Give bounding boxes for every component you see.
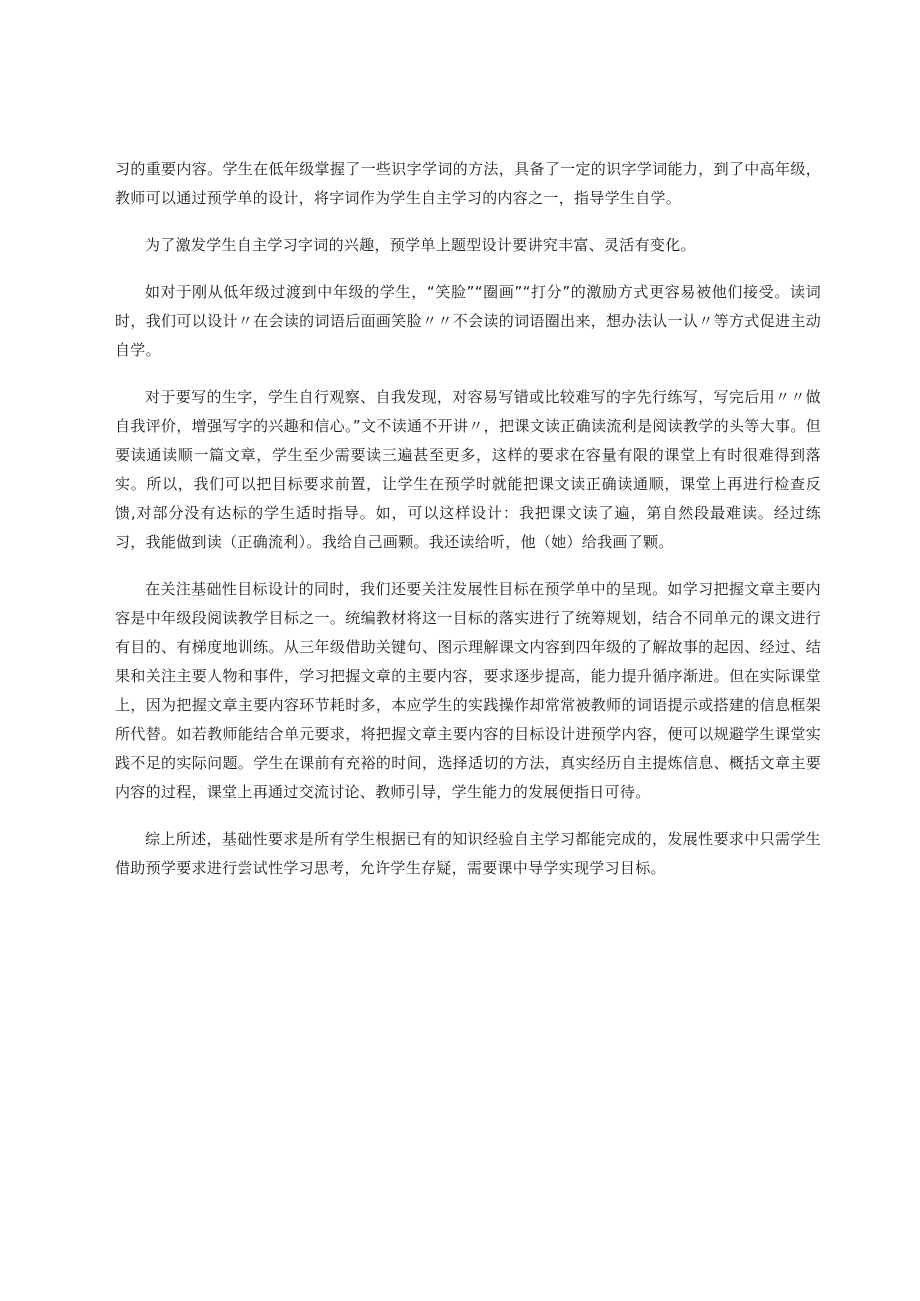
- paragraph-3: 如对于刚从低年级过渡到中年级的学生，“笑脸”“圈画”“打分”的激励方式更容易被他们接受。读词时，我们可以设计〃在会读的词语后面画笑脸〃〃不会读的词语圈出来，想办法认一认〃等方式促进主动自学。: [115, 283, 821, 359]
- document-body: [115, 155, 821, 883]
- paragraph-4: 对于要写的生字，学生自行观察、自我发现，对容易写错或比较难写的字先行练写，写完后用〃〃做自我评价，增强写字的兴趣和信心。”文不读通不开讲〃，把课文读正确读流利是阅读教学的头等大事。但要读通读顺一篇文章，学生至少需要读三遍甚至更多，这样的要求在容量有限的课堂上有时很难得到落实。所以，我们可以把目标要求前置，让学生在预学时就能把课文读正确读通顺，课堂上再进行检查反馈,对部分没有达标的学生适时指导。如，可以这样设计：我把课文读了遍，第自然段最难读。经过练习，我能做到读（正确流利）。我给自己画颗。我还读给听，他（她）给我画了颗。: [115, 388, 821, 551]
- paragraph-2: 为了激发学生自主学习字词的兴趣，预学单上题型设计要讲究丰富、灵活有变化。: [145, 236, 696, 254]
- paragraph-1: 习的重要内容。学生在低年级掌握了一些识字学词的方法，具备了一定的识字学词能力，到了中高年级，教师可以通过预学单的设计，将字词作为学生自主学习的内容之一，指导学生自学。: [115, 160, 821, 207]
- paragraph-6: 综上所述，基础性要求是所有学生根据已有的知识经验自主学习都能完成的，发展性要求中只需学生借助预学要求进行尝试性学习思考，允许学生存疑，需要课中导学实现学习目标。: [115, 830, 821, 877]
- paragraph-5: 在关注基础性目标设计的同时，我们还要关注发展性目标在预学单中的呈现。如学习把握文章主要内容是中年级段阅读教学目标之一。统编教材将这一目标的落实进行了统筹规划，结合不同单元的课文进行有目的、有梯度地训练。从三年级借助关键句、图示理解课文内容到四年级的了解故事的起因、经过、结果和关注主要人物和事件，学习把握文章的主要内容，要求逐步提高，能力提升循序渐进。但在实际课堂上，因为把握文章主要内容环节耗时多，本应学生的实践操作却常常被教师的词语提示或搭建的信息框架所代替。如若教师能结合单元要求，将把握文章主要内容的目标设计进预学内容，便可以规避学生课堂实践不足的实际问题。学生在课前有充裕的时间，选择适切的方法，真实经历自主提炼信息、概括文章主要内容的过程，课堂上再通过交流讨论、教师引导，学生能力的发展便指日可待。: [115, 580, 821, 801]
